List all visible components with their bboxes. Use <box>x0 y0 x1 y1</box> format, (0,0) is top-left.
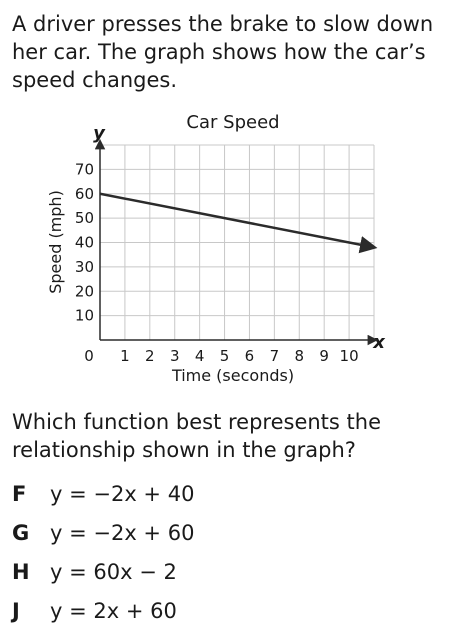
x-tick-label: 4 <box>194 347 205 365</box>
y-axis-letter: y <box>93 123 105 144</box>
y-tick-label: 10 <box>74 306 94 325</box>
choice-expression: y = −2x + 40 <box>50 482 195 506</box>
tick-labels <box>75 160 359 365</box>
question-text: A driver presses the brake to slow down her car. The graph shows how the car’s speed changes. <box>12 12 434 92</box>
x-tick-label: 8 <box>294 347 305 365</box>
choice-letter: F <box>12 482 27 506</box>
speed-line <box>100 194 374 248</box>
x-tick-label: 3 <box>169 347 180 365</box>
x-axis-letter: x <box>373 332 385 353</box>
x-tick-label: 10 <box>339 347 359 365</box>
choice-expression: y = −2x + 60 <box>50 521 195 545</box>
x-axis-label: Time (seconds) <box>171 366 295 385</box>
y-tick-label: 20 <box>74 282 94 301</box>
y-tick-label: 50 <box>74 209 94 228</box>
data-series <box>100 194 374 248</box>
x-tick-label: 9 <box>319 347 329 365</box>
x-tick-label: 5 <box>219 347 230 365</box>
chart-title: Car Speed <box>186 112 280 133</box>
prompt-text: Which function best represents the relationship shown in the graph? <box>12 410 381 462</box>
choice-h[interactable] <box>12 558 177 586</box>
x-tick-label: 7 <box>269 347 280 365</box>
y-tick-label: 60 <box>74 184 94 203</box>
choice-letter: G <box>12 521 30 545</box>
choice-letter: J <box>12 599 20 623</box>
choice-j[interactable] <box>12 597 177 625</box>
car-speed-chart <box>0 100 474 390</box>
y-axis-label: Speed (mph) <box>46 190 65 294</box>
x-tick-label: 0 <box>84 347 94 365</box>
y-tick-label: 40 <box>74 233 94 252</box>
x-tick-label: 6 <box>244 347 255 365</box>
choice-expression: y = 60x − 2 <box>50 560 177 584</box>
y-tick-label: 30 <box>74 257 94 276</box>
choice-g[interactable] <box>12 519 194 547</box>
choice-expression: y = 2x + 60 <box>50 599 177 623</box>
y-tick-label: 70 <box>74 160 94 179</box>
x-tick-label: 2 <box>145 347 155 365</box>
x-tick-label: 1 <box>120 347 130 365</box>
choice-f[interactable] <box>12 480 194 508</box>
choice-letter: H <box>12 560 30 584</box>
grid-lines <box>100 145 374 340</box>
